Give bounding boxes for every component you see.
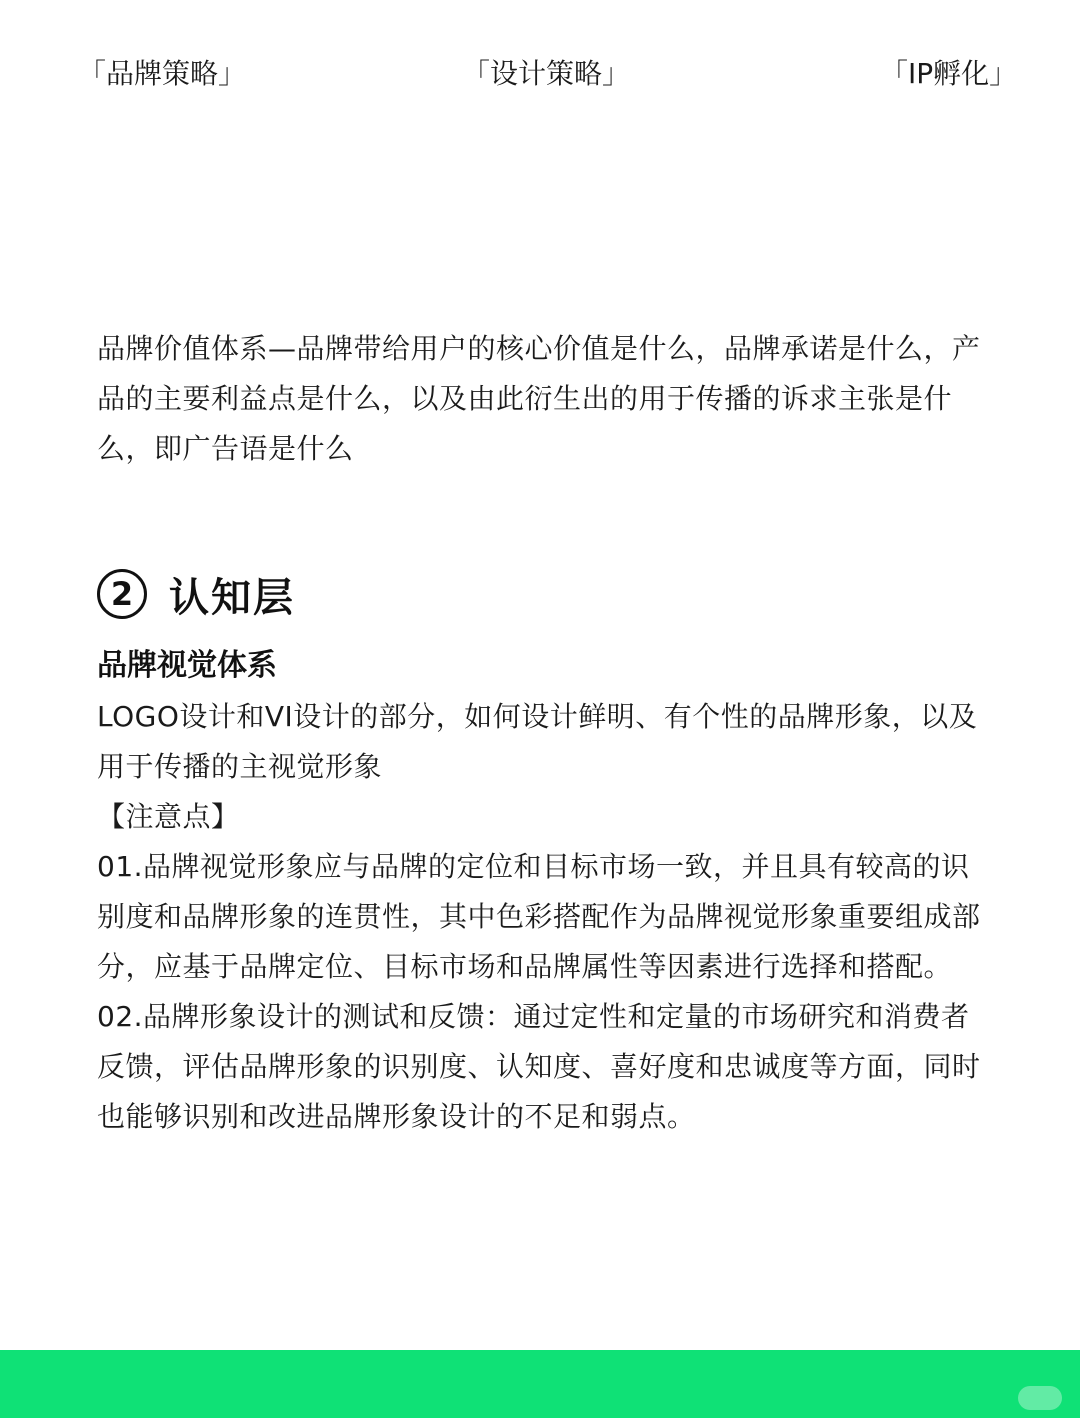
watermark-badge	[1018, 1386, 1062, 1410]
description-paragraph: LOGO设计和VI设计的部分，如何设计鲜明、有个性的品牌形象，以及用于传播的主视觉形象	[97, 700, 978, 783]
section-heading	[97, 562, 295, 626]
top-tag-bar	[0, 52, 1080, 96]
section-title: 认知层	[169, 574, 295, 621]
bottom-accent-bar	[0, 1350, 1080, 1418]
section-body	[97, 692, 987, 1142]
note-point-2: 02.品牌形象设计的测试和反馈：通过定性和定量的市场研究和消费者反馈，评估品牌形象的识别度、认知度、喜好度和忠诚度等方面，同时也能够识别和改进品牌形象设计的不足和弱点。	[97, 1000, 981, 1133]
section-number-badge: 2	[97, 569, 147, 619]
tag-brand-strategy: 「品牌策略」	[78, 57, 247, 90]
note-label: 【注意点】	[97, 800, 240, 833]
tag-ip-incubation: 「IP孵化」	[880, 57, 1018, 90]
subheading: 品牌视觉体系	[97, 648, 277, 683]
intro-paragraph: 品牌价值体系—品牌带给用户的核心价值是什么，品牌承诺是什么，产品的主要利益点是什么，以及由此衍生出的用于传播的诉求主张是什么，即广告语是什么	[97, 332, 981, 465]
note-point-1: 01.品牌视觉形象应与品牌的定位和目标市场一致，并且具有较高的识别度和品牌形象的连贯性，其中色彩搭配作为品牌视觉形象重要组成部分，应基于品牌定位、目标市场和品牌属性等因素进行选择和搭配。	[97, 850, 981, 983]
tag-design-strategy: 「设计策略」	[462, 57, 631, 90]
